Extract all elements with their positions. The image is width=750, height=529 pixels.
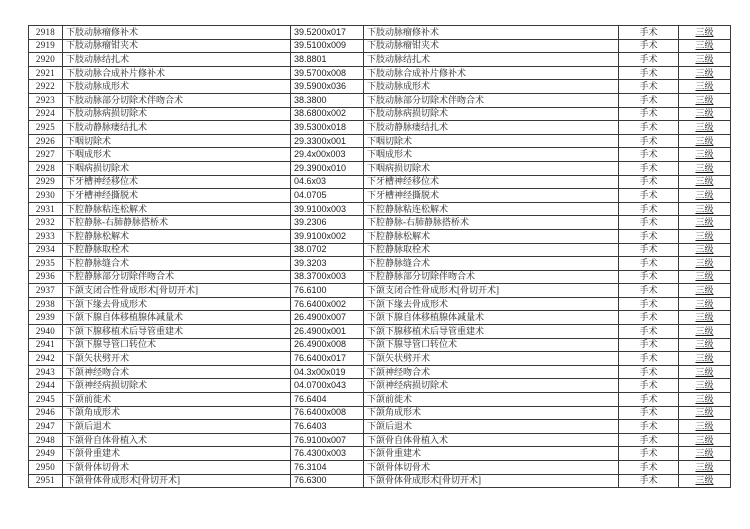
cell-category: 手术 — [619, 447, 679, 461]
level-underlined-text: 三级 — [695, 176, 714, 187]
cell-category: 手术 — [619, 433, 679, 447]
cell-level — [679, 297, 731, 311]
cell-seq: 2919 — [29, 39, 63, 53]
cell-name2: 下颌角成形术 — [364, 406, 619, 420]
table-row — [29, 420, 731, 434]
cell-name: 下腔静脉-右肺静脉搭桥术 — [63, 216, 291, 230]
cell-name2: 下肢动脉结扎术 — [364, 53, 619, 67]
cell-category: 手术 — [619, 284, 679, 298]
level-underlined-text: 三级 — [695, 271, 714, 282]
table-row — [29, 39, 731, 53]
cell-name2: 下颌神经病损切除术 — [364, 379, 619, 393]
level-underlined-text: 三级 — [695, 407, 714, 418]
cell-name2: 下咽成形术 — [364, 148, 619, 162]
level-underlined-text: 三级 — [695, 353, 714, 364]
cell-name: 下颌下腺导管口转位术 — [63, 338, 291, 352]
table-row — [29, 365, 731, 379]
table-row — [29, 379, 731, 393]
cell-name: 下腔静脉粘连松解术 — [63, 202, 291, 216]
cell-category: 手术 — [619, 189, 679, 203]
cell-level — [679, 134, 731, 148]
cell-code: 04.0700x043 — [291, 379, 364, 393]
cell-name: 下颌骨自体骨植入术 — [63, 433, 291, 447]
cell-category: 手术 — [619, 270, 679, 284]
level-underlined-text: 三级 — [695, 257, 714, 268]
cell-name2: 下腔静脉粘连松解术 — [364, 202, 619, 216]
cell-code: 39.5300x018 — [291, 121, 364, 135]
cell-category: 手术 — [619, 311, 679, 325]
cell-name: 下咽成形术 — [63, 148, 291, 162]
cell-name: 下颌下腺自体移植腺体减量术 — [63, 311, 291, 325]
cell-code: 04.3x00x019 — [291, 365, 364, 379]
level-underlined-text: 三级 — [695, 40, 714, 51]
cell-code: 39.3203 — [291, 257, 364, 271]
table-row — [29, 393, 731, 407]
cell-seq: 2944 — [29, 379, 63, 393]
level-underlined-text: 三级 — [695, 81, 714, 92]
cell-code: 76.6404 — [291, 393, 364, 407]
cell-name: 下颌前徙术 — [63, 393, 291, 407]
cell-code: 38.3800 — [291, 93, 364, 107]
cell-code: 76.6400x017 — [291, 352, 364, 366]
cell-code: 76.6400x002 — [291, 297, 364, 311]
cell-name: 下肢动脉瘤修补术 — [63, 26, 291, 40]
table-row — [29, 107, 731, 121]
cell-seq: 2942 — [29, 352, 63, 366]
cell-seq: 2935 — [29, 257, 63, 271]
cell-category: 手术 — [619, 107, 679, 121]
cell-seq: 2947 — [29, 420, 63, 434]
cell-level — [679, 270, 731, 284]
cell-name2: 下颌下腺导管口转位术 — [364, 338, 619, 352]
cell-code: 29.3900x010 — [291, 161, 364, 175]
cell-seq: 2938 — [29, 297, 63, 311]
cell-level — [679, 311, 731, 325]
table-row — [29, 161, 731, 175]
table-row — [29, 216, 731, 230]
table-row — [29, 134, 731, 148]
level-underlined-text: 三级 — [695, 298, 714, 309]
cell-category: 手术 — [619, 461, 679, 475]
cell-code: 76.6400x008 — [291, 406, 364, 420]
cell-category: 手术 — [619, 80, 679, 94]
cell-level — [679, 216, 731, 230]
cell-level — [679, 338, 731, 352]
level-underlined-text: 三级 — [695, 203, 714, 214]
cell-category: 手术 — [619, 325, 679, 339]
cell-seq: 2922 — [29, 80, 63, 94]
cell-seq: 2940 — [29, 325, 63, 339]
cell-category: 手术 — [619, 148, 679, 162]
cell-name2: 下肢动脉病损切除术 — [364, 107, 619, 121]
cell-category: 手术 — [619, 243, 679, 257]
level-underlined-text: 三级 — [695, 244, 714, 255]
cell-category: 手术 — [619, 229, 679, 243]
cell-code: 04.0705 — [291, 189, 364, 203]
cell-name: 下颌下腺移植术后导管重建术 — [63, 325, 291, 339]
cell-level — [679, 474, 731, 488]
cell-name: 下肢动脉部分切除术伴吻合术 — [63, 93, 291, 107]
cell-level — [679, 352, 731, 366]
cell-name2: 下颌骨体切骨术 — [364, 461, 619, 475]
level-underlined-text: 三级 — [695, 189, 714, 200]
cell-code: 76.6100 — [291, 284, 364, 298]
table-row — [29, 474, 731, 488]
cell-seq: 2932 — [29, 216, 63, 230]
cell-seq: 2927 — [29, 148, 63, 162]
cell-category: 手术 — [619, 39, 679, 53]
level-underlined-text: 三级 — [695, 434, 714, 445]
cell-name: 下颌角成形术 — [63, 406, 291, 420]
cell-seq: 2941 — [29, 338, 63, 352]
cell-name: 下肢动脉瘤钳夹术 — [63, 39, 291, 53]
level-underlined-text: 三级 — [695, 339, 714, 350]
cell-name2: 下咽切除术 — [364, 134, 619, 148]
cell-seq: 2946 — [29, 406, 63, 420]
level-underlined-text: 三级 — [695, 94, 714, 105]
table-row — [29, 80, 731, 94]
cell-name2: 下牙槽神经撕脱术 — [364, 189, 619, 203]
cell-level — [679, 393, 731, 407]
table-row — [29, 297, 731, 311]
table-row — [29, 447, 731, 461]
cell-name: 下颌神经吻合术 — [63, 365, 291, 379]
table-row — [29, 175, 731, 189]
cell-name2: 下颌前徙术 — [364, 393, 619, 407]
cell-name2: 下肢动脉部分切除术伴吻合术 — [364, 93, 619, 107]
cell-name: 下腔静脉松解术 — [63, 229, 291, 243]
cell-level — [679, 420, 731, 434]
cell-category: 手术 — [619, 26, 679, 40]
cell-seq: 2937 — [29, 284, 63, 298]
cell-code: 38.6800x002 — [291, 107, 364, 121]
cell-code: 39.2306 — [291, 216, 364, 230]
cell-name2: 下颌后退术 — [364, 420, 619, 434]
cell-name2: 下腔静脉-右肺静脉搭桥术 — [364, 216, 619, 230]
cell-level — [679, 365, 731, 379]
table-row — [29, 121, 731, 135]
table-row — [29, 406, 731, 420]
cell-name2: 下颌支闭合性骨成形术[骨切开术] — [364, 284, 619, 298]
cell-name: 下颌神经病损切除术 — [63, 379, 291, 393]
cell-level — [679, 175, 731, 189]
cell-name2: 下颌矢状劈开术 — [364, 352, 619, 366]
cell-name2: 下腔静脉部分切除伴吻合术 — [364, 270, 619, 284]
level-underlined-text: 三级 — [695, 421, 714, 432]
level-underlined-text: 三级 — [695, 475, 714, 486]
cell-category: 手术 — [619, 53, 679, 67]
cell-name2: 下牙槽神经移位术 — [364, 175, 619, 189]
cell-seq: 2923 — [29, 93, 63, 107]
cell-name: 下牙槽神经移位术 — [63, 175, 291, 189]
cell-seq: 2950 — [29, 461, 63, 475]
cell-name2: 下咽病损切除术 — [364, 161, 619, 175]
procedure-table-body — [29, 26, 731, 488]
cell-name: 下颌下缘去骨成形术 — [63, 297, 291, 311]
cell-level — [679, 257, 731, 271]
cell-name: 下肢动静脉瘘结扎术 — [63, 121, 291, 135]
cell-code: 26.4900x008 — [291, 338, 364, 352]
cell-name: 下颌支闭合性骨成形术[骨切开术] — [63, 284, 291, 298]
level-underlined-text: 三级 — [695, 162, 714, 173]
cell-level — [679, 325, 731, 339]
cell-name2: 下颌神经吻合术 — [364, 365, 619, 379]
cell-seq: 2929 — [29, 175, 63, 189]
cell-name: 下咽切除术 — [63, 134, 291, 148]
table-row — [29, 189, 731, 203]
level-underlined-text: 三级 — [695, 366, 714, 377]
cell-category: 手术 — [619, 352, 679, 366]
cell-code: 26.4900x001 — [291, 325, 364, 339]
cell-category: 手术 — [619, 121, 679, 135]
cell-level — [679, 202, 731, 216]
cell-seq: 2928 — [29, 161, 63, 175]
cell-seq: 2924 — [29, 107, 63, 121]
cell-code: 76.6403 — [291, 420, 364, 434]
cell-code: 39.9100x002 — [291, 229, 364, 243]
table-row — [29, 433, 731, 447]
cell-name: 下腔静脉取栓术 — [63, 243, 291, 257]
cell-code: 38.3700x003 — [291, 270, 364, 284]
cell-seq: 2943 — [29, 365, 63, 379]
cell-category: 手术 — [619, 338, 679, 352]
cell-name: 下颌骨体骨成形术[骨切开术] — [63, 474, 291, 488]
cell-category: 手术 — [619, 93, 679, 107]
cell-name2: 下颌骨体骨成形术[骨切开术] — [364, 474, 619, 488]
cell-level — [679, 284, 731, 298]
cell-category: 手术 — [619, 297, 679, 311]
cell-category: 手术 — [619, 216, 679, 230]
level-underlined-text: 三级 — [695, 108, 714, 119]
table-row — [29, 311, 731, 325]
cell-level — [679, 406, 731, 420]
cell-category: 手术 — [619, 66, 679, 80]
cell-name2: 下肢动脉瘤钳夹术 — [364, 39, 619, 53]
cell-name: 下肢动脉病损切除术 — [63, 107, 291, 121]
level-underlined-text: 三级 — [695, 285, 714, 296]
cell-name: 下咽病损切除术 — [63, 161, 291, 175]
cell-name: 下肢动脉成形术 — [63, 80, 291, 94]
cell-name: 下颌矢状劈开术 — [63, 352, 291, 366]
table-row — [29, 284, 731, 298]
cell-code: 39.9100x003 — [291, 202, 364, 216]
cell-code: 39.5900x036 — [291, 80, 364, 94]
cell-category: 手术 — [619, 134, 679, 148]
cell-name2: 下腔静脉取栓术 — [364, 243, 619, 257]
cell-seq: 2945 — [29, 393, 63, 407]
cell-name2: 下颌下腺移植术后导管重建术 — [364, 325, 619, 339]
cell-name2: 下肢动脉成形术 — [364, 80, 619, 94]
level-underlined-text: 三级 — [695, 230, 714, 241]
cell-name: 下牙槽神经撕脱术 — [63, 189, 291, 203]
table-row — [29, 53, 731, 67]
table-row — [29, 66, 731, 80]
cell-seq: 2933 — [29, 229, 63, 243]
cell-seq: 2921 — [29, 66, 63, 80]
cell-level — [679, 447, 731, 461]
cell-category: 手术 — [619, 474, 679, 488]
cell-code: 76.9100x007 — [291, 433, 364, 447]
level-underlined-text: 三级 — [695, 53, 714, 64]
cell-seq: 2939 — [29, 311, 63, 325]
table-row — [29, 243, 731, 257]
cell-category: 手术 — [619, 420, 679, 434]
cell-seq: 2930 — [29, 189, 63, 203]
cell-seq: 2925 — [29, 121, 63, 135]
table-row — [29, 148, 731, 162]
cell-code: 38.8801 — [291, 53, 364, 67]
cell-level — [679, 26, 731, 40]
table-row — [29, 461, 731, 475]
table-row — [29, 338, 731, 352]
cell-code: 29.4x00x003 — [291, 148, 364, 162]
table-row — [29, 202, 731, 216]
cell-name: 下肢动脉结扎术 — [63, 53, 291, 67]
level-underlined-text: 三级 — [695, 325, 714, 336]
table-row — [29, 257, 731, 271]
cell-category: 手术 — [619, 161, 679, 175]
cell-category: 手术 — [619, 202, 679, 216]
cell-code: 26.4900x007 — [291, 311, 364, 325]
cell-name2: 下腔静脉缝合术 — [364, 257, 619, 271]
cell-level — [679, 161, 731, 175]
table-row — [29, 270, 731, 284]
cell-category: 手术 — [619, 406, 679, 420]
cell-name2: 下颌下腺自体移植腺体减量术 — [364, 311, 619, 325]
level-underlined-text: 三级 — [695, 380, 714, 391]
level-underlined-text: 三级 — [695, 393, 714, 404]
table-row — [29, 352, 731, 366]
cell-level — [679, 461, 731, 475]
table-row — [29, 325, 731, 339]
level-underlined-text: 三级 — [695, 312, 714, 323]
cell-category: 手术 — [619, 175, 679, 189]
cell-level — [679, 433, 731, 447]
cell-level — [679, 93, 731, 107]
level-underlined-text: 三级 — [695, 217, 714, 228]
cell-seq: 2934 — [29, 243, 63, 257]
cell-name: 下腔静脉缝合术 — [63, 257, 291, 271]
cell-name: 下颌骨重建术 — [63, 447, 291, 461]
cell-seq: 2926 — [29, 134, 63, 148]
cell-seq: 2918 — [29, 26, 63, 40]
level-underlined-text: 三级 — [695, 448, 714, 459]
cell-name2: 下颌骨自体骨植入术 — [364, 433, 619, 447]
cell-code: 76.6300 — [291, 474, 364, 488]
table-row — [29, 229, 731, 243]
cell-code: 39.5200x017 — [291, 26, 364, 40]
cell-seq: 2931 — [29, 202, 63, 216]
cell-name: 下肢动脉合成补片修补术 — [63, 66, 291, 80]
level-underlined-text: 三级 — [695, 121, 714, 132]
cell-category: 手术 — [619, 379, 679, 393]
cell-category: 手术 — [619, 365, 679, 379]
cell-level — [679, 379, 731, 393]
table-row — [29, 93, 731, 107]
cell-name: 下颌骨体切骨术 — [63, 461, 291, 475]
cell-code: 39.5700x008 — [291, 66, 364, 80]
cell-seq: 2920 — [29, 53, 63, 67]
cell-code: 29.3300x001 — [291, 134, 364, 148]
cell-level — [679, 243, 731, 257]
cell-level — [679, 229, 731, 243]
cell-category: 手术 — [619, 393, 679, 407]
cell-level — [679, 189, 731, 203]
cell-category: 手术 — [619, 257, 679, 271]
cell-seq: 2948 — [29, 433, 63, 447]
level-underlined-text: 三级 — [695, 461, 714, 472]
cell-code: 04.6x03 — [291, 175, 364, 189]
cell-name2: 下肢动脉瘤修补术 — [364, 26, 619, 40]
cell-name2: 下颌骨重建术 — [364, 447, 619, 461]
cell-seq: 2951 — [29, 474, 63, 488]
cell-name2: 下肢动脉合成补片修补术 — [364, 66, 619, 80]
cell-code: 76.3104 — [291, 461, 364, 475]
cell-level — [679, 80, 731, 94]
cell-code: 76.4300x003 — [291, 447, 364, 461]
cell-seq: 2936 — [29, 270, 63, 284]
cell-code: 39.5100x009 — [291, 39, 364, 53]
cell-level — [679, 107, 731, 121]
cell-name: 下腔静脉部分切除伴吻合术 — [63, 270, 291, 284]
level-underlined-text: 三级 — [695, 67, 714, 78]
procedure-table — [28, 25, 731, 488]
cell-level — [679, 148, 731, 162]
cell-name: 下颌后退术 — [63, 420, 291, 434]
table-row — [29, 26, 731, 40]
cell-level — [679, 66, 731, 80]
cell-name2: 下腔静脉松解术 — [364, 229, 619, 243]
cell-name2: 下肢动静脉瘘结扎术 — [364, 121, 619, 135]
level-underlined-text: 三级 — [695, 149, 714, 160]
cell-code: 38.0702 — [291, 243, 364, 257]
cell-level — [679, 53, 731, 67]
cell-level — [679, 121, 731, 135]
cell-level — [679, 39, 731, 53]
level-underlined-text: 三级 — [695, 135, 714, 146]
cell-seq: 2949 — [29, 447, 63, 461]
cell-name2: 下颌下缘去骨成形术 — [364, 297, 619, 311]
level-underlined-text: 三级 — [695, 26, 714, 37]
